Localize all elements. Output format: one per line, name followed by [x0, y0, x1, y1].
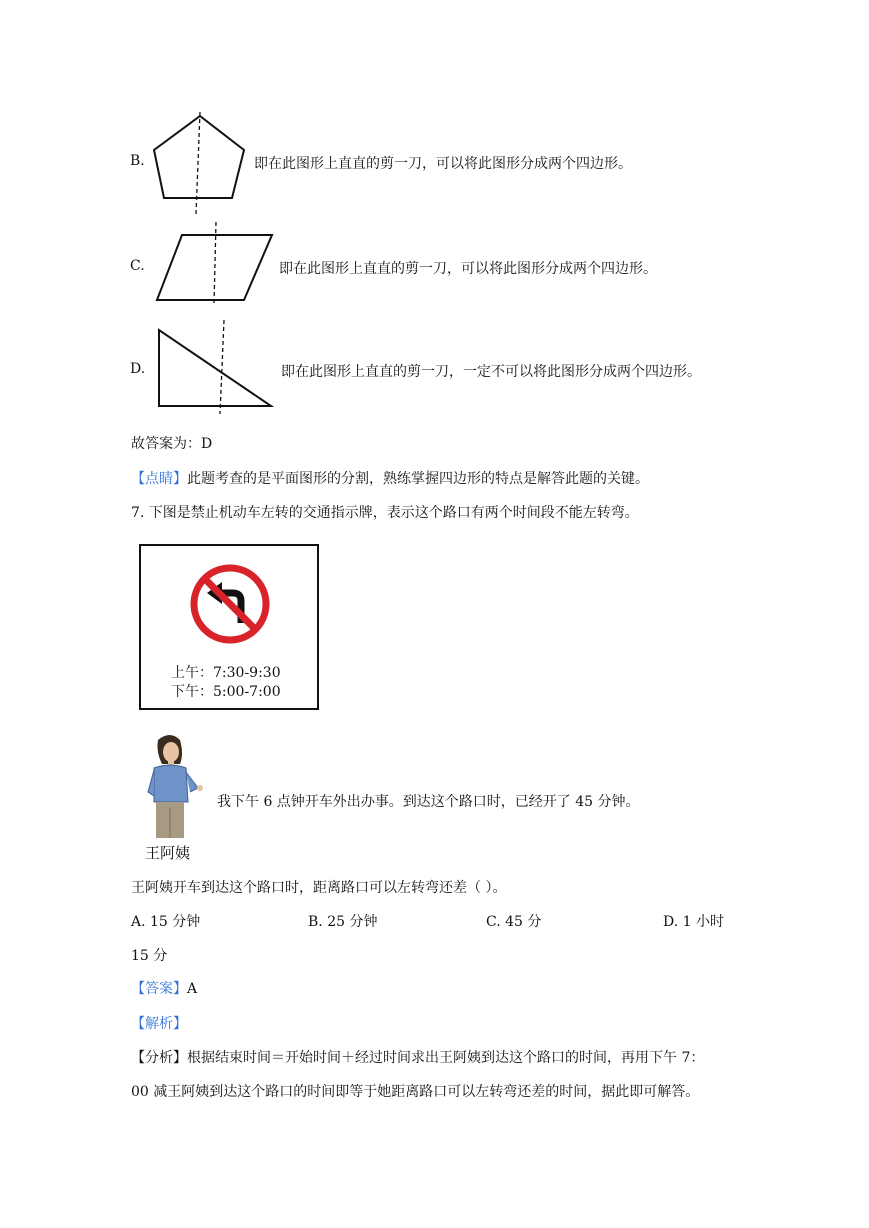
speech-text: 我下午 6 点钟开车外出办事。到达这个路口时，已经开了 45 分钟。: [217, 794, 640, 810]
comment-tag: 【点睛】: [131, 471, 187, 487]
analysis-tag: 【解析】: [131, 1016, 187, 1032]
sign-line2-label: 下午：: [171, 684, 213, 700]
choice-d: D. 1 小时: [663, 914, 724, 930]
choice-a: A. 15 分钟: [131, 914, 201, 930]
option-b-label: B.: [130, 153, 145, 169]
triangle-figure: [156, 318, 276, 416]
question-7-prompt: 王阿姨开车到达这个路口时，距离路口可以左转弯还差（ ）。: [131, 880, 507, 896]
choice-d-wrap: 15 分: [131, 948, 168, 964]
option-c-label: C.: [130, 258, 145, 274]
option-c-text: 即在此图形上直直的剪一刀，可以将此图形分成两个四边形。: [279, 261, 657, 277]
person-name: 王阿姨: [145, 844, 191, 862]
answer-line: 故答案为：D: [131, 436, 213, 452]
answer-value: A: [187, 981, 198, 997]
choice-c: C. 45 分: [486, 914, 542, 930]
choice-b: B. 25 分钟: [308, 914, 378, 930]
pentagon-figure: [150, 110, 250, 215]
woman-figure-icon: [140, 732, 210, 842]
analysis-line1: 根据结束时间＝开始时间＋经过时间求出王阿姨到达这个路口的时间，再用下午 7：: [187, 1050, 705, 1066]
answer-tag: 【答案】: [131, 981, 187, 997]
traffic-sign-box: [139, 544, 319, 710]
analysis-line1-tag: 【分析】: [131, 1050, 187, 1066]
question-7-stem: 7. 下图是禁止机动车左转的交通指示牌，表示这个路口有两个时间段不能左转弯。: [131, 505, 639, 521]
sign-line1-time: 7:30-9:30: [213, 665, 281, 681]
comment-text: 此题考查的是平面图形的分割，熟练掌握四边形的特点是解答此题的关键。: [187, 471, 649, 487]
sign-line2-time: 5:00-7:00: [213, 684, 281, 700]
parallelogram-figure: [152, 220, 277, 305]
option-b-text: 即在此图形上直直的剪一刀，可以将此图形分成两个四边形。: [254, 156, 632, 172]
option-d-label: D.: [130, 361, 146, 377]
analysis-line2: 00 减王阿姨到达这个路口的时间即等于她距离路口可以左转弯还差的时间，据此即可解答。: [131, 1084, 700, 1100]
no-left-turn-icon: [189, 563, 271, 645]
sign-line1-label: 上午：: [171, 665, 213, 681]
option-d-text: 即在此图形上直直的剪一刀，一定不可以将此图形分成两个四边形。: [281, 364, 701, 380]
